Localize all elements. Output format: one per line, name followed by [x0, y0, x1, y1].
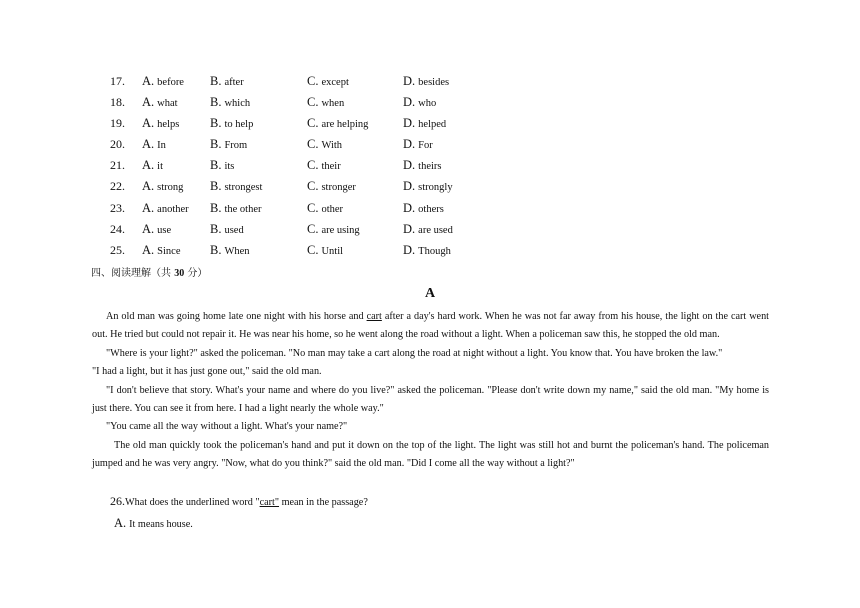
- option-c: C. when: [307, 95, 345, 110]
- option-b: B. strongest: [210, 179, 263, 194]
- paragraph: "I don't believe that story. What's your name and where do you live?" asked the policeman. "Please don't write down my name," said the old man. "My home is just there. You can see it from here. I had a light nearly the whole way.": [92, 384, 769, 415]
- question-number: 22.: [110, 179, 125, 194]
- option-b: B. When: [210, 242, 250, 257]
- paragraph: "I had a light, but it has just gone out," said the old man.: [92, 366, 322, 378]
- option-b: B. From: [210, 137, 248, 152]
- option-a: A. In: [142, 137, 166, 152]
- option-d: D. are used: [403, 221, 453, 236]
- options-row-17: [0, 71, 860, 92]
- option-d: D. besides: [403, 74, 450, 88]
- option-a: A. Since: [142, 242, 181, 257]
- option-c: C. Until: [307, 242, 344, 257]
- option-a: A. it: [142, 158, 163, 173]
- question-26-option-a: A. It means house.: [114, 516, 193, 530]
- question-number: 20.: [110, 137, 125, 152]
- option-a: A. strong: [142, 179, 184, 194]
- option-b: B. its: [210, 158, 235, 173]
- option-b: B. after: [210, 74, 244, 88]
- options-row-20: [0, 134, 860, 155]
- options-row-24: [0, 219, 860, 240]
- paragraph: "Where is your light?" asked the policeman. "No man may take a cart along the road at night without a light. You know that. You have broken the law.": [106, 347, 723, 359]
- question-number: 17.: [110, 74, 125, 88]
- option-c: C. stronger: [307, 179, 356, 194]
- question-number: 21.: [110, 158, 125, 173]
- reading-passage: [92, 308, 769, 474]
- option-b: B. the other: [210, 200, 262, 215]
- options-row-25: [0, 240, 860, 261]
- option-b: B. to help: [210, 116, 254, 131]
- option-d: D. Though: [403, 242, 451, 257]
- paragraph: An old man was going home late one night with his horse and cart after a day's hard work. When he was not far away from his house, the light on the cart went out. He tried but could not repair it. He was near his home, so he went along the road without a light. When a policeman saw this, he stopped the old man.: [92, 311, 769, 341]
- passage-title: A: [424, 286, 436, 301]
- question-number: 18.: [110, 95, 125, 110]
- option-a: A. before: [142, 74, 184, 88]
- option-c: C. are using: [307, 221, 360, 236]
- question-26: 26.What does the underlined word "cart" mean in the passage?: [110, 494, 368, 508]
- section-heading: 四、阅读理解（共 30 分）: [91, 268, 208, 279]
- option-a: A. another: [142, 200, 189, 215]
- option-a: A. what: [142, 95, 178, 110]
- option-d: D. theirs: [403, 158, 442, 173]
- option-d: D. others: [403, 200, 444, 215]
- option-c: C. except: [307, 74, 349, 88]
- option-b: B. used: [210, 221, 244, 236]
- option-c: C. other: [307, 200, 344, 215]
- options-row-19: [0, 113, 860, 134]
- question-number: 24.: [110, 221, 125, 236]
- option-c: C. their: [307, 158, 341, 173]
- question-number: 25.: [110, 242, 125, 257]
- paragraph: "You came all the way without a light. What's your name?": [106, 421, 348, 433]
- options-row-23: [0, 198, 860, 219]
- option-d: D. strongly: [403, 179, 453, 194]
- options-row-22: [0, 176, 860, 197]
- option-d: D. helped: [403, 116, 447, 131]
- option-d: D. who: [403, 95, 437, 110]
- question-number: 19.: [110, 116, 125, 131]
- answer-options-list: [0, 71, 860, 261]
- underlined-word: cart: [366, 311, 382, 322]
- options-row-21: [0, 155, 860, 176]
- option-c: C. With: [307, 137, 343, 152]
- option-c: C. are helping: [307, 116, 369, 131]
- option-d: D. For: [403, 137, 433, 152]
- option-b: B. which: [210, 95, 251, 110]
- options-row-18: [0, 92, 860, 113]
- option-a: A. helps: [142, 116, 180, 131]
- option-a: A. use: [142, 221, 172, 236]
- paragraph: The old man quickly took the policeman's hand and put it down on the top of the light. The light was still hot and burnt the policeman's hand. The policeman jumped and he was very angry. "Now, what do you think?" said the old man. "Did I come all the way without a light?": [92, 439, 769, 470]
- question-number: 23.: [110, 200, 125, 215]
